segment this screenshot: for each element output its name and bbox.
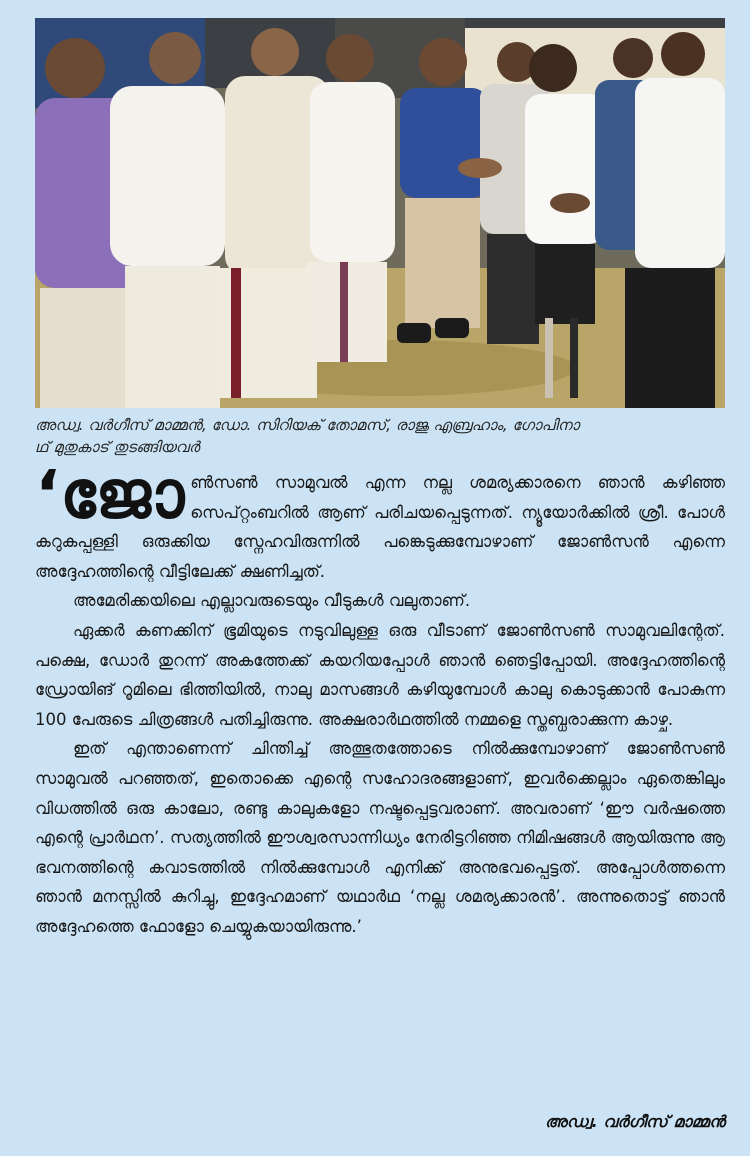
news-photo <box>35 18 725 408</box>
first-paragraph <box>35 456 725 586</box>
first-paragraph-text: ൺസൺ സാമുവൽ എന്ന നല്ല ശമര്യക്കാരനെ ഞാൻ കഴിഞ്ഞ സെപ്റ്റംബറിൽ ആണ് പരിചയപ്പെടുന്നത്. ന്യൂയോർക്കിൽ ശ്രീ. പോൾ കറുകപ്പള്ളി ഒരുക്കിയ സ്നേഹവിരുന്നിൽ പങ്കെടുക്കുമ്പോഴാണ് ജോൺസൻ എന്നെ അദ്ദേഹത്തിന്റെ വീട്ടിലേക്ക് ക്ഷണിച്ചത്. <box>35 473 725 581</box>
paragraph-3: ഏക്കർ കണക്കിന് ഭൂമിയുടെ നടുവിലുള്ള ഒരു വീടാണ് ജോൺസൺ സാമുവലിന്റേത്. പക്ഷെ, ഡോർ തുറന്ന് അകത്തേക്ക് കയറിയപ്പോൾ ഞാൻ ഞെട്ടിപ്പോയി. അദ്ദേഹത്തിന്റെ ഡ്രോയിങ് റൂമിലെ ഭിത്തിയിൽ, നാലു മാസങ്ങൾ കഴിയുമ്പോൾ കാലു കൊടുക്കാൻ പോകുന്ന 100 പേരുടെ ചിത്രങ്ങൾ പതിച്ചിരുന്നു. അക്ഷരാർഥത്തിൽ നമ്മളെ സ്തബ്ധരാക്കുന്ന കാഴ്ച. <box>35 620 725 729</box>
drop-cap: ‘ജോ <box>35 456 185 533</box>
paragraph-4: ഇത് എന്താണെന്ന് ചിന്തിച്ച് അത്ഭുതത്തോടെ നിൽക്കുമ്പോഴാണ് ജോൺസൺ സാമുവൽ പറഞ്ഞത്, ഇതൊക്കെ എന്റെ സഹോദരങ്ങളാണ്, ഇവർക്കെല്ലാം ഏതെങ്കിലും വിധത്തിൽ ഒരു കാലോ, രണ്ടു കാലുകളോ നഷ്ടപ്പെട്ടവരാണ്. അവരാണ് ‘ഈ വർഷത്തെ എന്റെ പ്രാർഥന’. സത്യത്തിൽ ഈശ്വരസാന്നിധ്യം നേരിട്ടറിഞ്ഞ നിമിഷങ്ങൾ ആയിരുന്നു ആ ഭവനത്തിന്റെ കവാടത്തിൽ നിൽക്കുമ്പോൾ എനിക്ക് അനുഭവപ്പെട്ടത്. അപ്പോൾത്തന്നെ ഞാൻ മനസ്സിൽ കുറിച്ചു, ഇദ്ദേഹമാണ് യഥാർഥ ‘നല്ല ശമര്യക്കാരൻ’. അന്നുതൊട്ട് ഞാൻ അദ്ദേഹത്തെ ഫോളോ ചെയ്യുകയായിരുന്നു.’ <box>35 739 725 936</box>
author-signature: അഡ്വ. വർഗീസ് മാമ്മൻ <box>544 1112 725 1131</box>
photo-caption: അഡ്വ. വർഗീസ് മാമ്മൻ, ഡോ. സിറിയക് തോമസ്, രാജു എബ്രഹാം, ഗോപിനാ ഥ് മുതുകാട് തുടങ്ങിയവർ <box>35 416 580 456</box>
photo-illustration <box>35 18 725 408</box>
article-body <box>35 456 725 942</box>
paragraph-2: അമേരിക്കയിലെ എല്ലാവരുടെയും വീടുകൾ വലുതാണ്. <box>73 591 471 611</box>
